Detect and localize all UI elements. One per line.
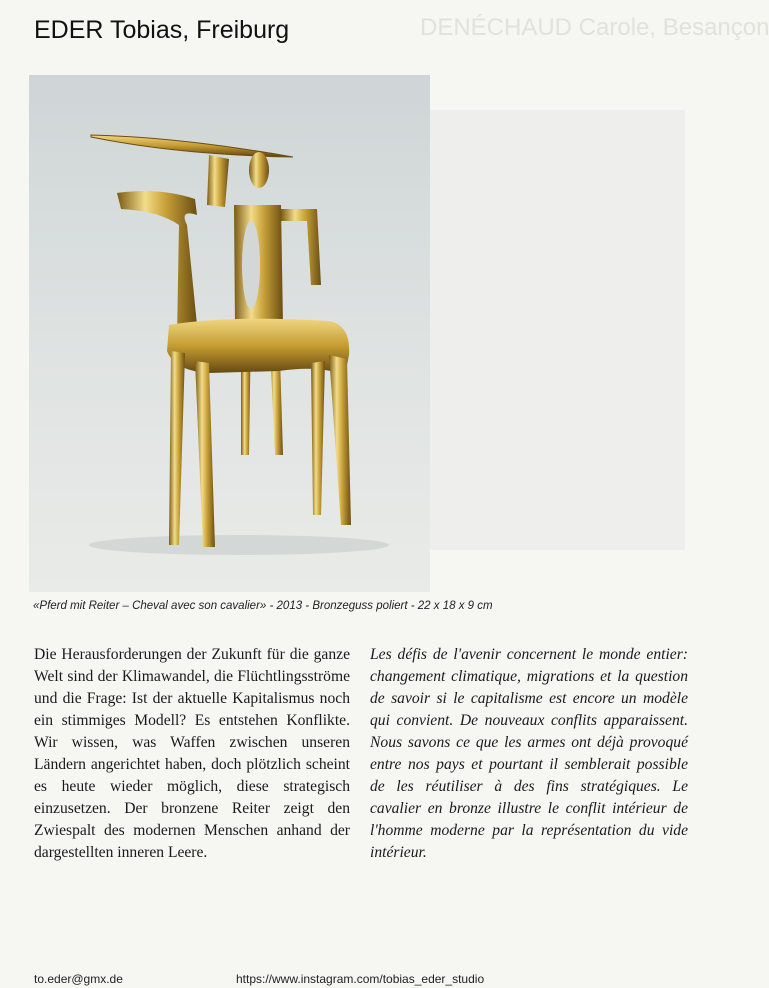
german-text-column: Die Herausforderungen der Zukunft für die ganze Welt sind der Klimawandel, die Flüchtlingsströme und die Frage: Ist der aktuelle Kapitalismus noch ein stimmiges Modell? Es entstehen Konflikte. Wir wissen, was Waffen zwischen unseren Ländern angerichtet haben, doch plötzlich scheint es heute wieder möglich, diese strategisch einzusetzen. Der bronzene Reiter zeigt den Zwiespalt des modernen Menschen anhand der dargestellten inneren Leere.	[34, 646, 350, 861]
reverse-side-heading: DENÉCHAUD Carole, Besançon	[420, 14, 769, 41]
reverse-side-show-through	[430, 110, 685, 550]
photo-caption: «Pferd mit Reiter – Cheval avec son cavalier» - 2013 - Bronzeguss poliert - 22 x 18 x 9 cm	[33, 600, 493, 612]
bronze-horse-rider-sculpture	[29, 75, 430, 592]
email-link[interactable]: to.eder@gmx.de	[34, 972, 123, 986]
page-title: EDER Tobias, Freiburg	[34, 16, 290, 44]
sculpture-photo	[29, 75, 430, 592]
instagram-link[interactable]: https://www.instagram.com/tobias_eder_studio	[236, 972, 485, 986]
french-text-column: Les défis de l'avenir concernent le monde entier: changement climatique, migrations et la question de savoir si le capitalisme est encore un modèle qui convient. De nouveaux conflits apparaissent. Nous savons ce que les armes ont déjà provoqué entre nos pays et pourtant il semblerait possible de les réutiliser à des fins stratégiques. Le cavalier en bronze illustre le conflit intérieur de l'homme moderne par la représentation du vide intérieur.	[370, 646, 688, 861]
